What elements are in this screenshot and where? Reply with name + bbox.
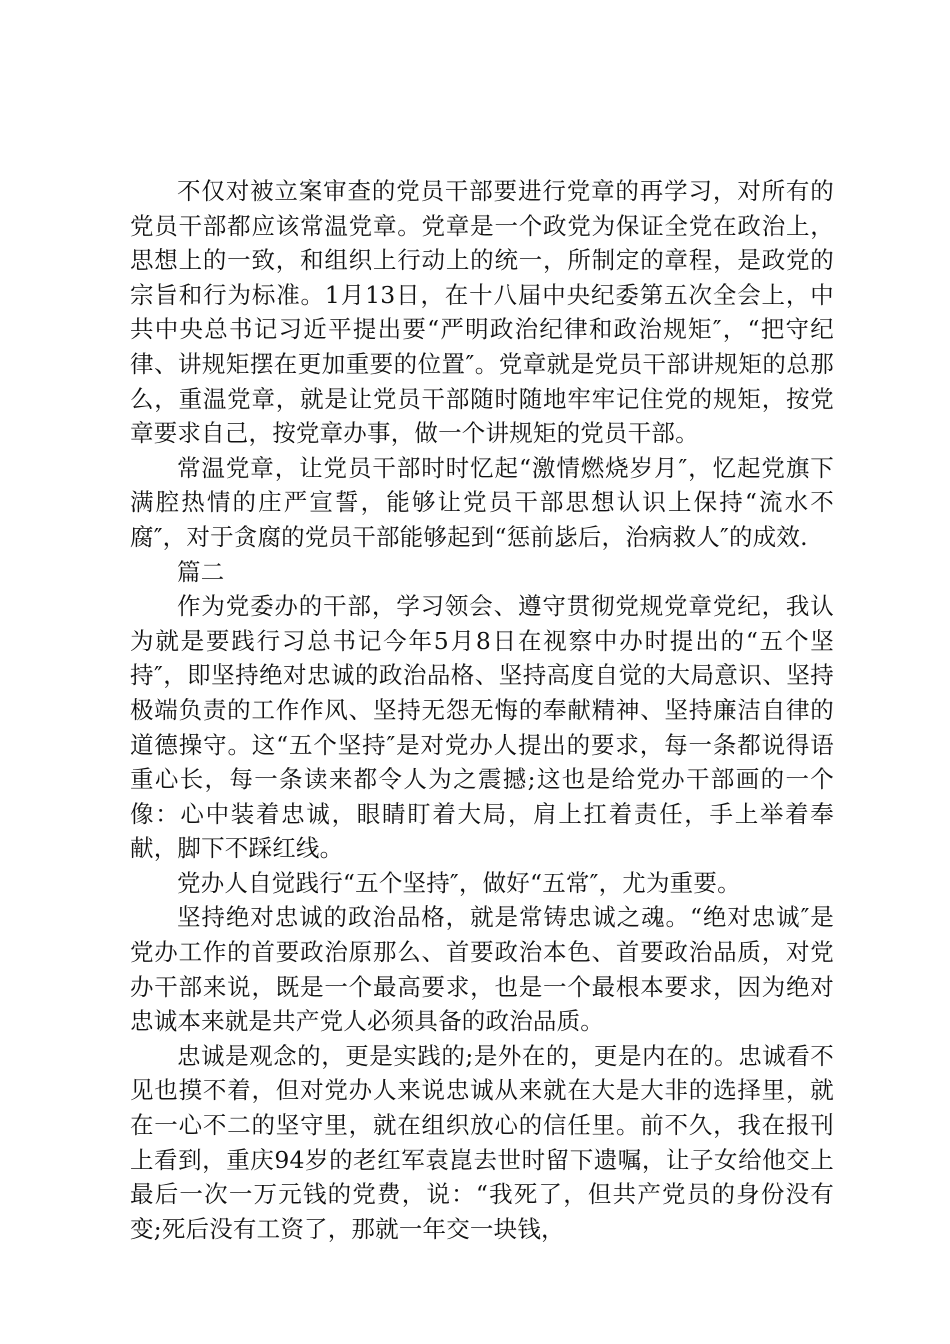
section-heading-part-two: 篇二 (177, 557, 225, 586)
document-body (130, 174, 834, 1246)
paragraph-loyalty-practice: 忠诚是观念的，更是实践的;是外在的，更是内在的。忠诚看不见也摸不着，但对党办人来说忠诚从来就在大是大非的选择里，就在一心不二的坚守里，就在组织放心的信任里。前不久，我在报刊上看到，重庆94岁的老红军袁崑去世时留下遗嘱，让子女给他交上最后一次一万元钱的党费，说：“我死了，但共产党员的身份没有变;死后没有工资了，那就一年交一块钱， (130, 1041, 834, 1243)
paragraph-absolute-loyalty: 坚持绝对忠诚的政治品格，就是常铸忠诚之魂。“绝对忠诚″是党办工作的首要政治原那么、首要政治本色、首要政治品质，对党办干部来说，既是一个最高要求，也是一个最根本要求，因为绝对忠诚本来就是共产党人必须具备的政治品质。 (130, 903, 834, 1036)
paragraph-party-constitution-study: 不仅对被立案审查的党员干部要进行党章的再学习，对所有的党员干部都应该常温党章。党章是一个政党为保证全党在政治上，思想上的一致，和组织上行动上的统一，所制定的章程，是政党的宗旨和行为标准。1月13日，在十八届中央纪委第五次全会上，中共中央总书记习近平提出要“严明政治纪律和政治规矩″，“把守纪律、讲规矩摆在更加重要的位置″。党章就是党员干部讲规矩的总那么，重温党章，就是让党员干部随时随地牢牢记住党的规矩，按党章要求自己，按党章办事，做一个讲规矩的党员干部。 (130, 177, 834, 448)
paragraph-five-constants: 党办人自觉践行“五个坚持″，做好“五常″，尤为重要。 (177, 868, 741, 897)
paragraph-review-constitution: 常温党章，让党员干部时时忆起“激情燃烧岁月″，忆起党旗下满腔热情的庄严宣誓，能够让党员干部思想认识上保持“流水不腐″，对于贪腐的党员干部能够起到“惩前毖后，治病救人″的成效. (130, 453, 834, 551)
paragraph-five-persistences: 作为党委办的干部，学习领会、遵守贯彻党规党章党纪，我认为就是要践行习总书记今年5月8日在视察中办时提出的“五个坚持″，即坚持绝对忠诚的政治品格、坚持高度自觉的大局意识、坚持极端负责的工作作风、坚持无怨无悔的奉献精神、坚持廉洁自律的道德操守。这“五个坚持″是对党办人提出的要求，每一条都说得语重心长，每一条读来都令人为之震撼;这也是给党办干部画的一个像：心中装着忠诚，眼睛盯着大局，肩上扛着责任，手上举着奉献，脚下不踩红线。 (130, 592, 834, 863)
